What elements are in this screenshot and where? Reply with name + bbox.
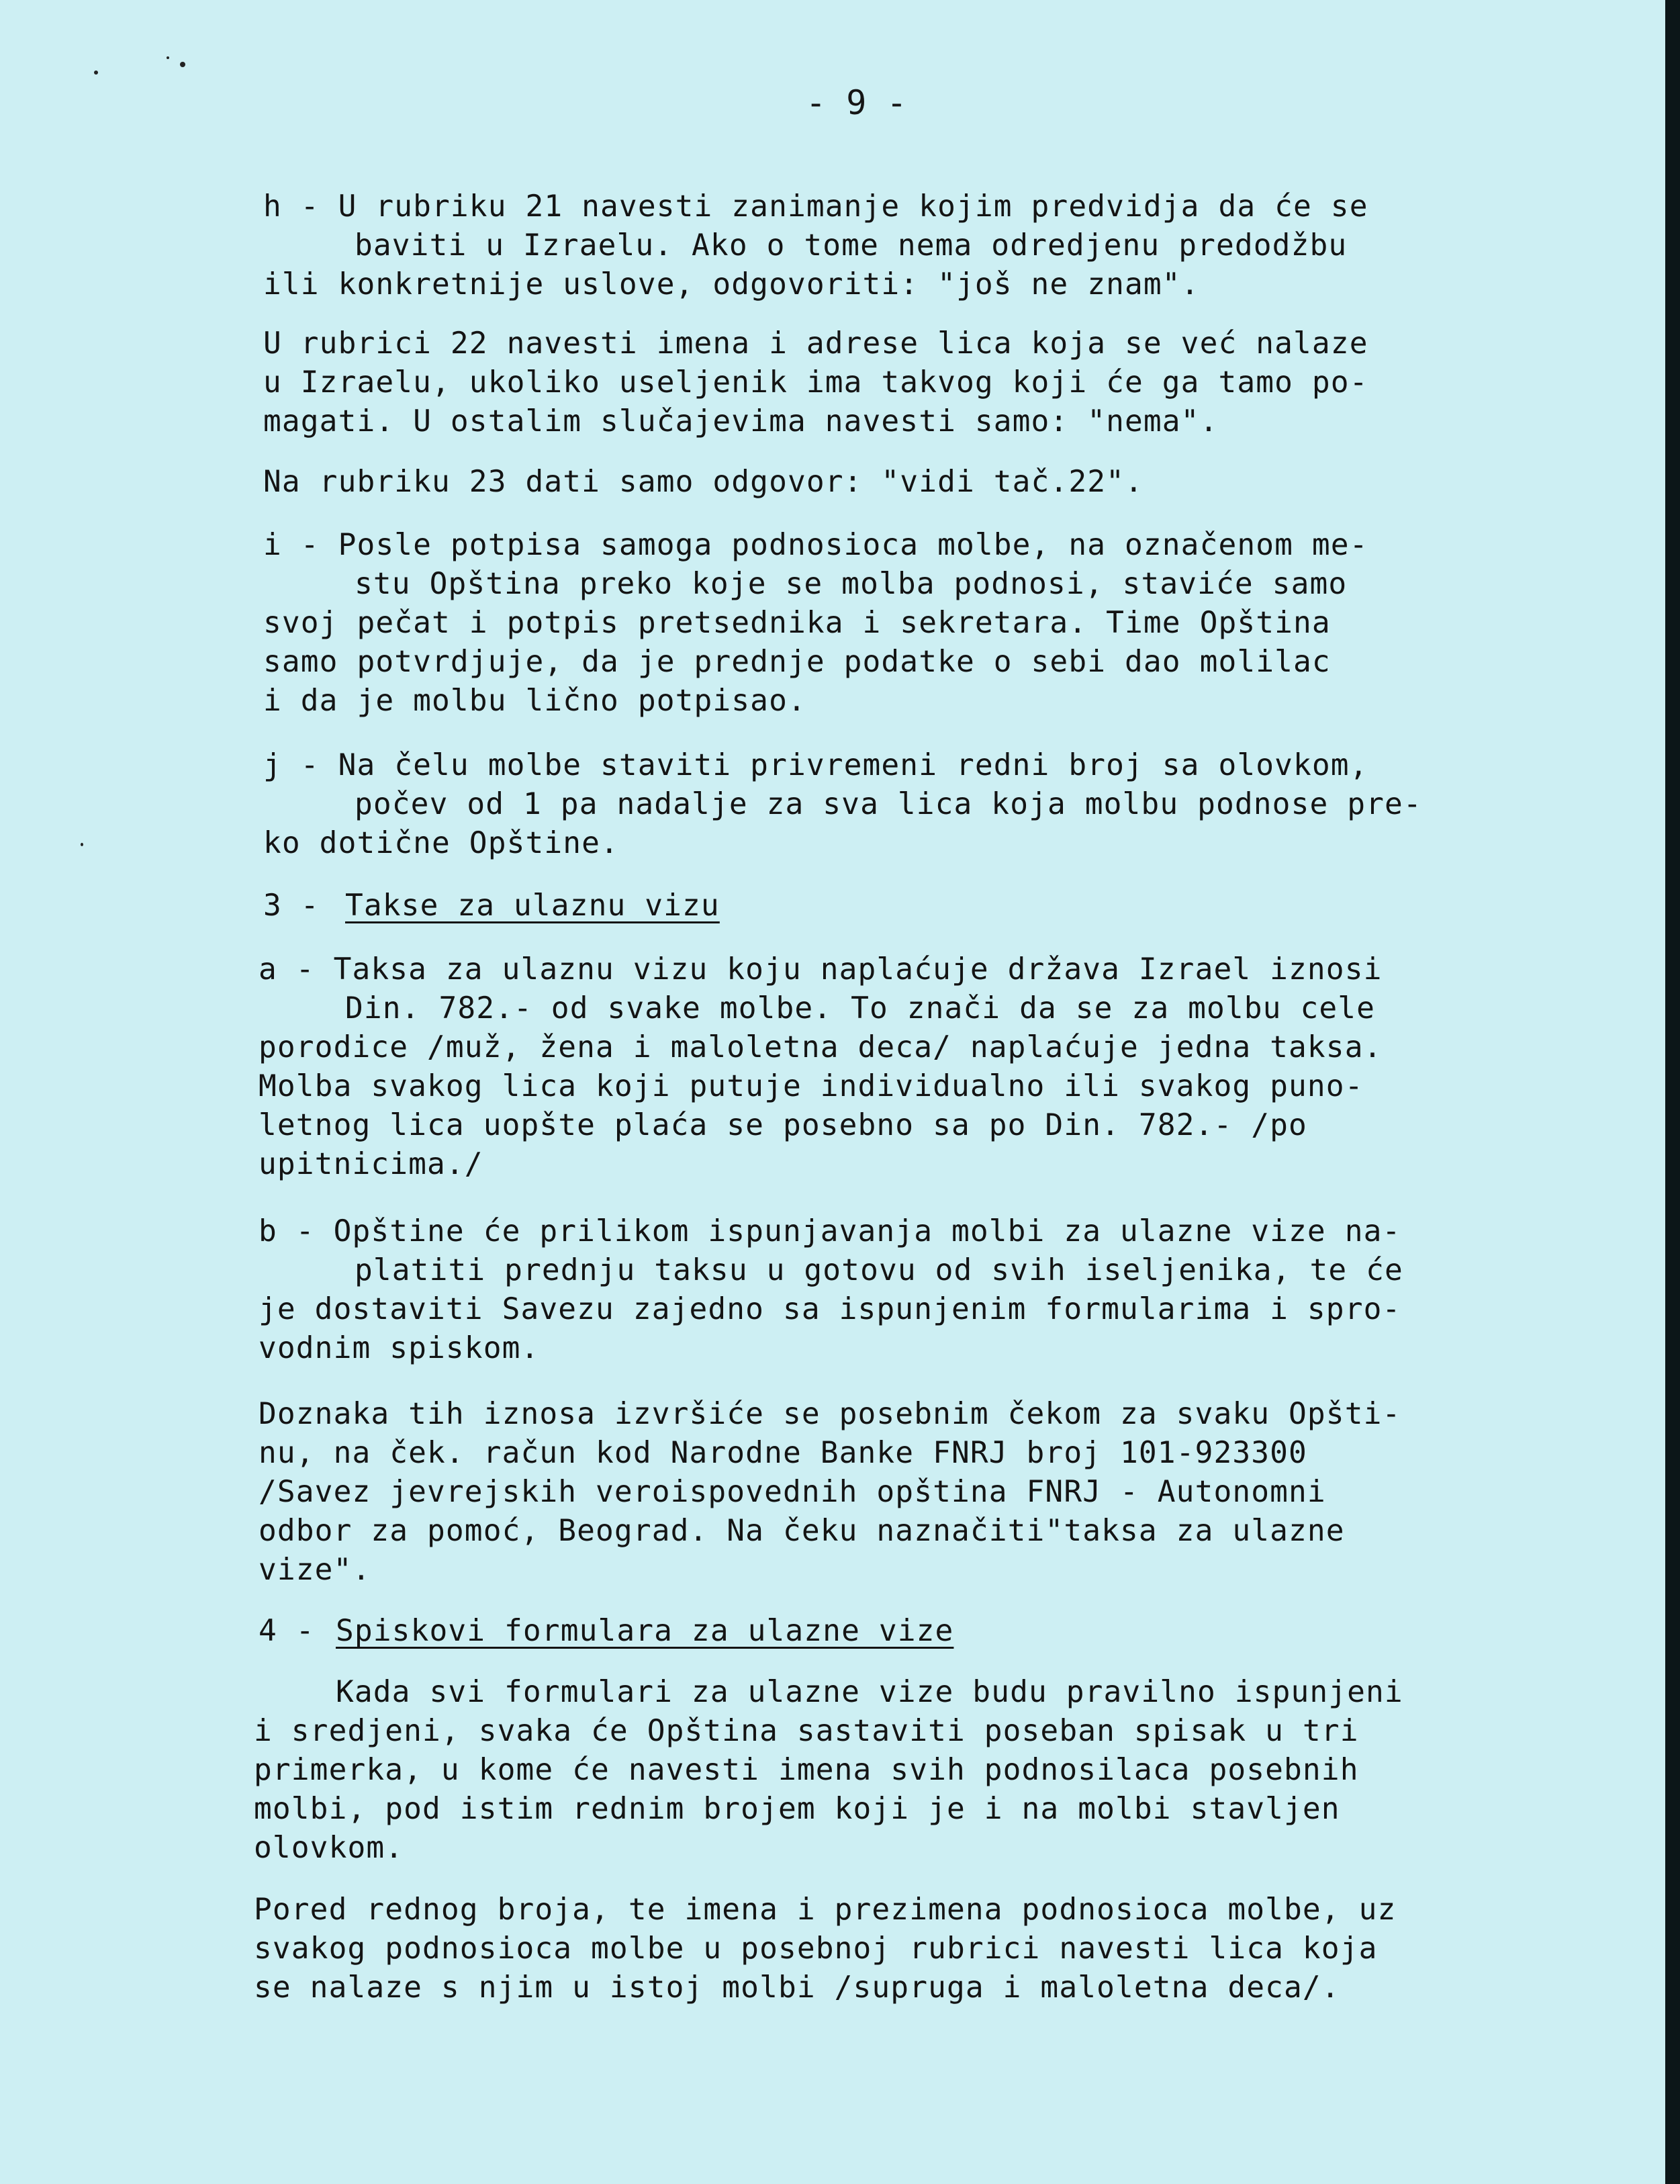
text-line: svoj pečat i potpis pretsednika i sekretara. Time Opština [263,606,1331,640]
text-line: letnog lica uopšte plaća se posebno sa po Din. 782.- /po [259,1108,1307,1142]
section-heading: Spiskovi formulara za ulazne vize [336,1614,954,1648]
ink-speck [94,71,98,75]
text-line: j - Na čelu molbe staviti privremeni redni broj sa olovkom, [263,748,1368,782]
section-heading: Takse za ulaznu vizu [345,889,720,923]
text-line: odbor za pomoć, Beograd. Na čeku naznačiti"taksa za ulazne [259,1514,1345,1548]
text-line: platiti prednju taksu u gotovu od svih iseljenika, te će [355,1253,1403,1287]
text-line: h - U rubriku 21 navesti zanimanje kojim predvidja da će se [263,189,1368,224]
text-line: upitnicima./ [259,1147,483,1181]
text-line: ko dotične Opštine. [263,826,619,860]
ink-speck [167,56,169,59]
text-line: molbi, pod istim rednim brojem koji je i na molbi stavljen [254,1792,1340,1826]
text-line: i da je molbu lično potpisao. [263,684,806,718]
text-line: je dostaviti Savezu zajedno sa ispunjenim formularima i spro- [259,1292,1401,1326]
text-line: Doznaka tih iznosa izvršiće se posebnim čekom za svaku Opšti- [259,1397,1401,1431]
text-line: vodnim spiskom. [259,1331,540,1365]
page-number: - 9 - [806,83,907,122]
text-line: U rubrici 22 navesti imena i adrese lica koja se već nalaze [263,326,1368,361]
text-line: primerka, u kome će navesti imena svih podnosilaca posebnih [254,1753,1359,1787]
text-line: olovkom. [254,1831,404,1865]
text-line: Na rubriku 23 dati samo odgovor: "vidi tač.22". [263,465,1144,499]
text-line: Kada svi formulari za ulazne vize budu pravilno ispunjeni [336,1675,1403,1709]
text-line: u Izraelu, ukoliko useljenik ima takvog koji će ga tamo po- [263,365,1368,400]
ink-speck [180,62,185,67]
text-line: samo potvrdjuje, da je prednje podatke o sebi dao molilac [263,645,1331,679]
text-line: počev od 1 pa nadalje za sva lica koja molbu podnose pre- [355,787,1422,821]
section-number: 3 - [263,889,338,923]
text-line: stu Opština preko koje se molba podnosi, staviće samo [355,567,1348,601]
ink-speck [81,843,83,846]
scan-edge [1665,0,1680,2184]
text-line: i - Posle potpisa samoga podnosioca molbe, na označenom me- [263,528,1368,562]
section-number: 4 - [259,1614,334,1648]
text-line: baviti u Izraelu. Ako o tome nema odredjenu predodžbu [355,228,1348,263]
text-line: magati. U ostalim slučajevima navesti samo: "nema". [263,404,1219,439]
text-line: Din. 782.- od svake molbe. To znači da se za molbu cele [345,991,1376,1026]
text-line: svakog podnosioca molbe u posebnoj rubrici navesti lica koja [254,1931,1378,1966]
text-line: nu, na ček. račun kod Narodne Banke FNRJ broj 101-923300 [259,1436,1307,1470]
text-line: Pored rednog broja, te imena i prezimena podnosioca molbe, uz [254,1893,1397,1927]
text-line: vize". [259,1553,371,1587]
text-line: porodice /muž, žena i maloletna deca/ naplaćuje jedna taksa. [259,1030,1383,1064]
text-line: /Savez jevrejskih veroispovednih opština FNRJ - Autonomni [259,1475,1326,1509]
text-line: ili konkretnije uslove, odgovoriti: "još ne znam". [263,267,1200,302]
text-line: Molba svakog lica koji putuje individualno ili svakog puno- [259,1069,1364,1103]
text-line: a - Taksa za ulaznu vizu koju naplaćuje država Izrael iznosi [259,952,1383,987]
text-line: se nalaze s njim u istoj molbi /supruga i maloletna deca/. [254,1970,1340,2005]
text-line: i sredjeni, svaka će Opština sastaviti poseban spisak u tri [254,1714,1359,1748]
text-line: b - Opštine će prilikom ispunjavanja molbi za ulazne vize na- [259,1214,1401,1248]
